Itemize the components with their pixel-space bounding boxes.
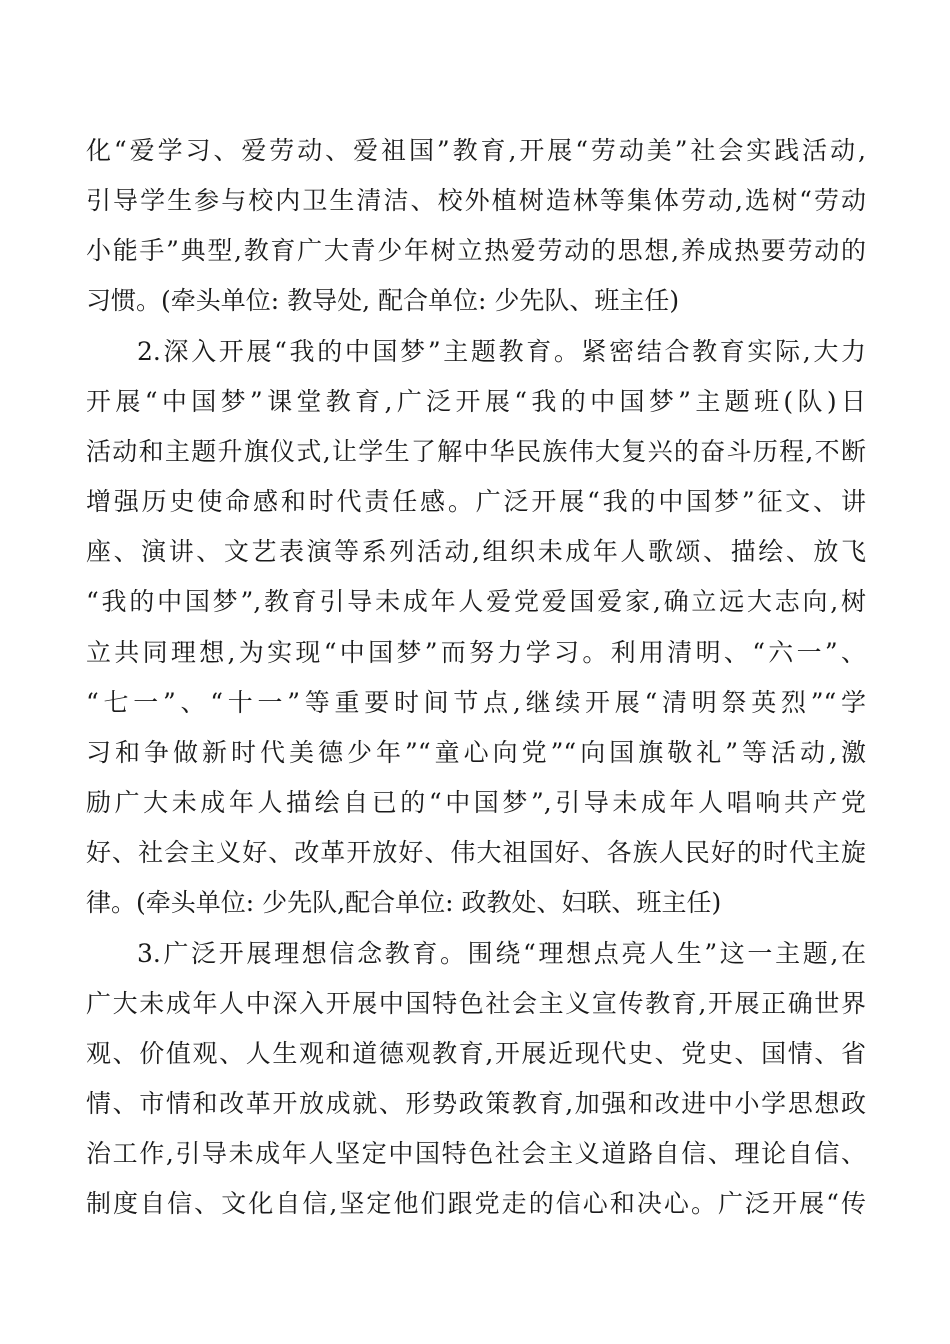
paragraph-start-line: 2.深入开展“我的中国梦”主题教育。紧密结合教育实际,大力 [137,337,866,366]
text-line: “我的中国梦”,教育引导未成年人爱党爱国爱家,确立远大志向,树 [86,587,866,616]
text-line: 治工作,引导未成年人坚定中国特色社会主义道路自信、理论自信、 [86,1139,866,1168]
text-line: 活动和主题升旗仪式,让学生了解中华民族伟大复兴的奋斗历程,不断 [86,437,866,466]
text-line: 座、演讲、文艺表演等系列活动,组织未成年人歌颂、描绘、放飞 [86,537,866,566]
text-line: 增强历史使命感和时代责任感。广泛开展“我的中国梦”征文、讲 [86,487,866,516]
text-line: 励广大未成年人描绘自已的“中国梦”,引导未成年人唱响共产党 [86,788,866,817]
text-line: 化“爱学习、爱劳动、爱祖国”教育,开展“劳动美”社会实践活动, [86,136,866,165]
text-line: 引导学生参与校内卫生清洁、校外植树造林等集体劳动,选树“劳动 [86,186,866,215]
paragraph-start-line: 3.广泛开展理想信念教育。围绕“理想点亮人生”这一主题,在 [137,939,866,968]
text-line: 开展“中国梦”课堂教育,广泛开展“我的中国梦”主题班(队)日 [86,387,866,416]
text-line: “七一”、“十一”等重要时间节点,继续开展“清明祭英烈”“学 [86,688,866,717]
text-line: 广大未成年人中深入开展中国特色社会主义宣传教育,开展正确世界 [86,989,866,1018]
text-line: 律。(牵头单位: 少先队,配合单位: 政教处、妇联、班主任) [86,888,722,917]
text-line: 制度自信、文化自信,坚定他们跟党走的信心和决心。广泛开展“传 [86,1189,866,1218]
text-line: 观、价值观、人生观和道德观教育,开展近现代史、党史、国情、省 [86,1039,866,1068]
text-line: 习惯。(牵头单位: 教导处, 配合单位: 少先队、班主任) [86,286,680,315]
text-line: 情、市情和改革开放成就、形势政策教育,加强和改进中小学思想政 [86,1089,866,1118]
text-line: 小能手”典型,教育广大青少年树立热爱劳动的思想,养成热要劳动的 [86,236,866,265]
text-line: 立共同理想,为实现“中国梦”而努力学习。利用清明、“六一”、 [86,638,866,667]
text-line: 好、社会主义好、改革开放好、伟大祖国好、各族人民好的时代主旋 [86,838,866,867]
text-line: 习和争做新时代美德少年”“童心向党”“向国旗敬礼”等活动,激 [86,738,866,767]
